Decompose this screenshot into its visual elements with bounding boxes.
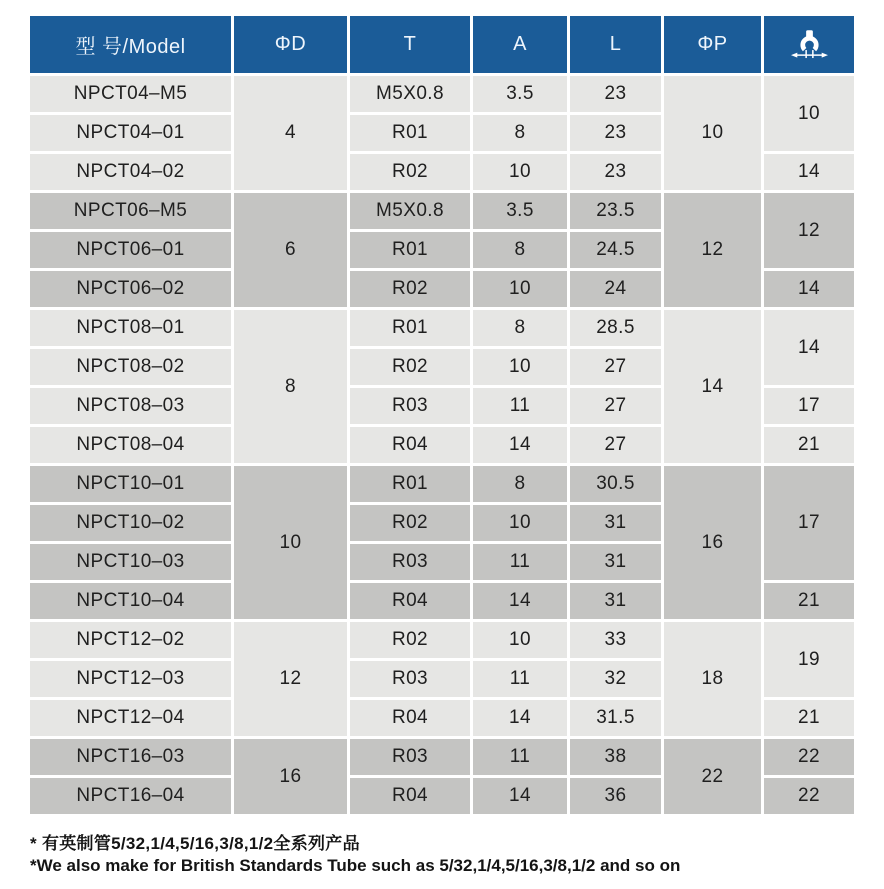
cell-wrench: 12 — [764, 193, 854, 268]
cell-a: 3.5 — [473, 193, 567, 229]
cell-l: 38 — [570, 739, 661, 775]
cell-d: 16 — [234, 739, 347, 814]
cell-wrench: 14 — [764, 271, 854, 307]
cell-t: R03 — [350, 661, 470, 697]
cell-t: R02 — [350, 154, 470, 190]
cell-l: 31 — [570, 583, 661, 619]
cell-wrench: 14 — [764, 310, 854, 385]
cell-l: 23.5 — [570, 193, 661, 229]
table-row — [30, 466, 854, 502]
footnotes — [30, 833, 857, 878]
cell-a: 8 — [473, 466, 567, 502]
cell-wrench: 10 — [764, 76, 854, 151]
cell-t: M5X0.8 — [350, 76, 470, 112]
cell-a: 11 — [473, 739, 567, 775]
cell-a: 11 — [473, 661, 567, 697]
cell-model: NPCT06–02 — [30, 271, 231, 307]
cell-l: 30.5 — [570, 466, 661, 502]
cell-a: 14 — [473, 427, 567, 463]
cell-a: 8 — [473, 115, 567, 151]
col-header-wrench — [764, 16, 854, 73]
spec-table — [27, 13, 857, 817]
cell-a: 10 — [473, 271, 567, 307]
wrench-width-icon — [791, 29, 828, 61]
cell-p: 18 — [664, 622, 761, 736]
cell-t: R02 — [350, 622, 470, 658]
cell-wrench: 21 — [764, 700, 854, 736]
cell-model: NPCT12–04 — [30, 700, 231, 736]
col-header-p: ΦP — [664, 16, 761, 73]
cell-model: NPCT06–01 — [30, 232, 231, 268]
cell-t: R04 — [350, 778, 470, 814]
cell-d: 12 — [234, 622, 347, 736]
cell-model: NPCT08–01 — [30, 310, 231, 346]
cell-model: NPCT08–03 — [30, 388, 231, 424]
cell-t: R04 — [350, 700, 470, 736]
cell-wrench: 19 — [764, 622, 854, 697]
cell-a: 11 — [473, 544, 567, 580]
footnote-english: *We also make for British Standards Tube such as 5/32,1/4,5/16,3/8,1/2 and so on — [30, 856, 681, 876]
cell-t: R02 — [350, 271, 470, 307]
cell-t: R01 — [350, 310, 470, 346]
cell-l: 31 — [570, 505, 661, 541]
group-npct10 — [30, 466, 854, 619]
cell-a: 14 — [473, 583, 567, 619]
cell-t: R01 — [350, 466, 470, 502]
cell-d: 6 — [234, 193, 347, 307]
cell-d: 4 — [234, 76, 347, 190]
cell-l: 23 — [570, 115, 661, 151]
cell-a: 10 — [473, 622, 567, 658]
cell-a: 8 — [473, 310, 567, 346]
cell-a: 10 — [473, 154, 567, 190]
group-npct06 — [30, 193, 854, 307]
cell-d: 10 — [234, 466, 347, 619]
cell-t: R03 — [350, 388, 470, 424]
cell-wrench: 21 — [764, 427, 854, 463]
cell-p: 12 — [664, 193, 761, 307]
cell-a: 8 — [473, 232, 567, 268]
table-row — [30, 739, 854, 775]
header-row — [30, 16, 854, 73]
cell-l: 27 — [570, 388, 661, 424]
cell-a: 11 — [473, 388, 567, 424]
cell-model: NPCT04–02 — [30, 154, 231, 190]
cell-t: M5X0.8 — [350, 193, 470, 229]
cell-t: R04 — [350, 427, 470, 463]
group-npct16 — [30, 739, 854, 814]
cell-p: 14 — [664, 310, 761, 463]
cell-model: NPCT04–M5 — [30, 76, 231, 112]
cell-l: 28.5 — [570, 310, 661, 346]
cell-model: NPCT10–02 — [30, 505, 231, 541]
group-npct08 — [30, 310, 854, 463]
cell-a: 10 — [473, 505, 567, 541]
cell-l: 24 — [570, 271, 661, 307]
cell-a: 3.5 — [473, 76, 567, 112]
cell-l: 27 — [570, 427, 661, 463]
cell-t: R04 — [350, 583, 470, 619]
cell-l: 33 — [570, 622, 661, 658]
cell-model: NPCT12–03 — [30, 661, 231, 697]
cell-p: 22 — [664, 739, 761, 814]
cell-wrench: 21 — [764, 583, 854, 619]
cell-p: 10 — [664, 76, 761, 190]
cell-d: 8 — [234, 310, 347, 463]
cell-l: 23 — [570, 76, 661, 112]
cell-model: NPCT16–03 — [30, 739, 231, 775]
cell-model: NPCT10–04 — [30, 583, 231, 619]
cell-model: NPCT12–02 — [30, 622, 231, 658]
col-header-t: T — [350, 16, 470, 73]
col-header-d: ΦD — [234, 16, 347, 73]
table-row — [30, 622, 854, 658]
cell-a: 10 — [473, 349, 567, 385]
cell-model: NPCT06–M5 — [30, 193, 231, 229]
cell-l: 32 — [570, 661, 661, 697]
footnote-chinese: * 有英制管5/32,1/4,5/16,3/8,1/2全系列产品 — [30, 834, 360, 853]
table-row — [30, 193, 854, 229]
cell-t: R03 — [350, 544, 470, 580]
cell-p: 16 — [664, 466, 761, 619]
cell-model: NPCT16–04 — [30, 778, 231, 814]
cell-wrench: 17 — [764, 466, 854, 580]
cell-l: 23 — [570, 154, 661, 190]
cell-l: 24.5 — [570, 232, 661, 268]
cell-l: 27 — [570, 349, 661, 385]
cell-model: NPCT04–01 — [30, 115, 231, 151]
table-row — [30, 310, 854, 346]
col-header-l: L — [570, 16, 661, 73]
cell-a: 14 — [473, 700, 567, 736]
cell-t: R01 — [350, 232, 470, 268]
col-header-a: A — [473, 16, 567, 73]
cell-l: 31 — [570, 544, 661, 580]
cell-wrench: 17 — [764, 388, 854, 424]
cell-t: R02 — [350, 505, 470, 541]
table-header — [30, 16, 854, 73]
group-npct12 — [30, 622, 854, 736]
cell-model: NPCT10–03 — [30, 544, 231, 580]
cell-model: NPCT08–02 — [30, 349, 231, 385]
cell-wrench: 22 — [764, 739, 854, 775]
table-row — [30, 76, 854, 112]
cell-l: 31.5 — [570, 700, 661, 736]
cell-wrench: 14 — [764, 154, 854, 190]
cell-a: 14 — [473, 778, 567, 814]
group-npct04 — [30, 76, 854, 190]
cell-model: NPCT10–01 — [30, 466, 231, 502]
cell-t: R01 — [350, 115, 470, 151]
cell-model: NPCT08–04 — [30, 427, 231, 463]
cell-wrench: 22 — [764, 778, 854, 814]
cell-t: R02 — [350, 349, 470, 385]
col-header-model: 型 号/Model — [30, 16, 231, 73]
cell-l: 36 — [570, 778, 661, 814]
cell-t: R03 — [350, 739, 470, 775]
